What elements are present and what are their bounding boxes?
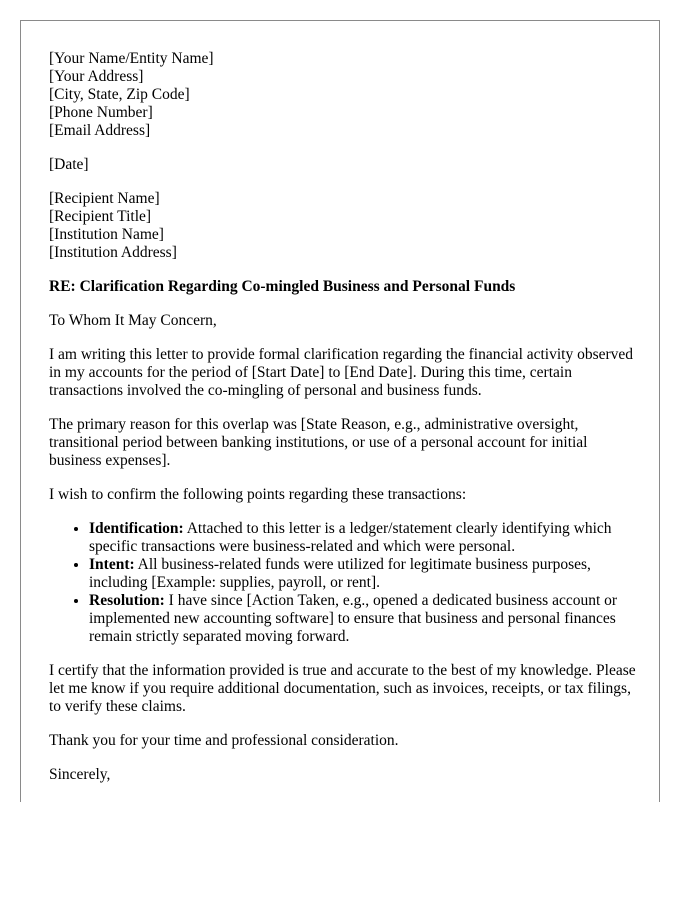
point-label: Identification: xyxy=(89,520,184,537)
list-item-identification xyxy=(89,520,639,556)
sender-address: [Your Address] xyxy=(49,68,144,85)
sender-name: [Your Name/Entity Name] xyxy=(49,50,214,67)
point-label: Intent: xyxy=(89,556,135,573)
intro-paragraph: I am writing this letter to provide formal clarification regarding the financial activity observed in my accounts for the period of [Start Date] to [End Date]. During this time, certain transactions involved the co-mingling of personal and business funds. xyxy=(49,346,634,399)
point-label: Resolution: xyxy=(89,592,165,609)
closing: Sincerely, xyxy=(49,766,111,783)
recipient-block xyxy=(49,190,639,262)
thanks-paragraph: Thank you for your time and professional consideration. xyxy=(49,732,399,749)
institution-name: [Institution Name] xyxy=(49,226,164,243)
recipient-title: [Recipient Title] xyxy=(49,208,152,225)
list-item-intent xyxy=(89,556,639,592)
letter-date: [Date] xyxy=(49,156,89,173)
list-item-resolution xyxy=(89,592,639,646)
sender-phone: [Phone Number] xyxy=(49,104,153,121)
recipient-name: [Recipient Name] xyxy=(49,190,160,207)
salutation: To Whom It May Concern, xyxy=(49,312,217,329)
sender-city-state-zip: [City, State, Zip Code] xyxy=(49,86,190,103)
sender-email: [Email Address] xyxy=(49,122,151,139)
confirm-paragraph: I wish to confirm the following points regarding these transactions: xyxy=(49,486,467,503)
point-text: Attached to this letter is a ledger/statement clearly identifying which specific transactions were business-related and which were personal. xyxy=(89,520,612,555)
sender-block xyxy=(49,50,639,140)
point-text: All business-related funds were utilized for legitimate business purposes, including [Example: supplies, payroll, or rent]. xyxy=(89,556,591,591)
certify-paragraph: I certify that the information provided is true and accurate to the best of my knowledge. Please let me know if you require additional documentation, such as invoices, receipts, or tax filings, to verify these claims. xyxy=(49,662,636,715)
letter-content xyxy=(49,50,639,800)
reason-paragraph: The primary reason for this overlap was [State Reason, e.g., administrative oversight, transitional period between banking institutions, or use of a personal account for initial business expenses]. xyxy=(49,416,588,469)
institution-address: [Institution Address] xyxy=(49,244,177,261)
subject-line: RE: Clarification Regarding Co-mingled Business and Personal Funds xyxy=(49,278,516,295)
point-text: I have since [Action Taken, e.g., opened a dedicated business account or implemented new accounting software] to ensure that business and personal finances remain strictly separated moving forward. xyxy=(89,592,618,645)
date-block xyxy=(49,156,639,174)
letter-page xyxy=(20,20,660,802)
points-list xyxy=(49,520,639,646)
